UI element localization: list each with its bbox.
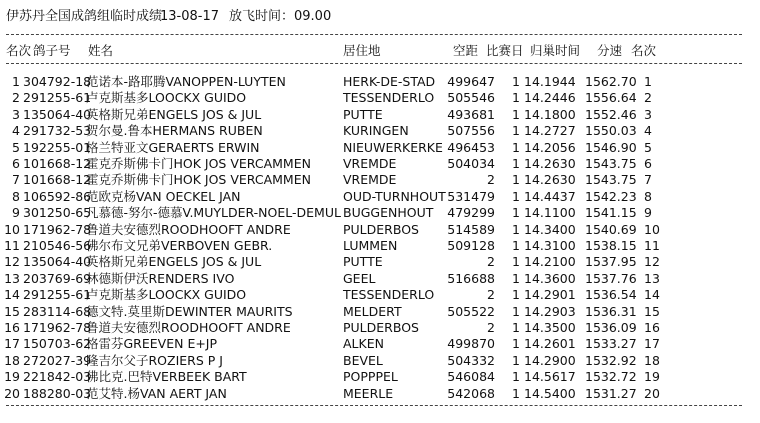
cell-city: ALKEN — [343, 336, 384, 352]
cell-rank2: 10 — [644, 221, 660, 237]
cell-time: 14.2056 — [524, 139, 576, 155]
cell-time: 14.2630 — [524, 172, 576, 188]
cell-time: 14.2727 — [524, 123, 576, 139]
cell-rank2: 13 — [644, 270, 660, 286]
cell-city: PULDERBOS — [343, 320, 419, 335]
cell-speed: 1542.23 — [585, 188, 637, 204]
cell-distance: 505522 — [447, 303, 495, 319]
cell-day: 1 — [512, 188, 520, 204]
cell-city: MEERLE — [343, 385, 394, 401]
cell-rank2: 7 — [644, 172, 652, 188]
header-rank2: 名次 — [631, 43, 657, 58]
cell-day: 1 — [512, 385, 520, 401]
cell-name: 范欧克杨VAN OECKEL JAN — [86, 188, 241, 204]
cell-day: 1 — [512, 336, 520, 352]
cell-time: 14.2601 — [524, 336, 576, 352]
cell-rank: 1 — [12, 74, 20, 89]
cell-rank2: 14 — [644, 287, 660, 303]
cell-rank2: 9 — [644, 205, 652, 221]
cell-name: 德文特.莫里斯DEWINTER MAURITS — [86, 303, 293, 319]
cell-rank: 5 — [12, 139, 20, 155]
cell-rank: 20 — [4, 385, 20, 401]
cell-day: 1 — [512, 156, 520, 171]
cell-name: 林德斯伊沃RENDERS IVO — [86, 270, 235, 286]
cell-ring: 291255-61 — [23, 287, 92, 303]
cell-time: 14.3400 — [524, 221, 576, 237]
cell-rank: 8 — [12, 188, 20, 204]
cell-ring: 101668-12 — [23, 172, 92, 188]
cell-speed: 1536.54 — [585, 287, 637, 303]
cell-name: 英格斯兄弟ENGELS JOS & JUL — [86, 254, 262, 270]
cell-distance: 542068 — [447, 385, 495, 401]
cell-ring: 101668-12 — [23, 156, 92, 171]
cell-city: MELDERT — [343, 303, 402, 319]
cell-day: 1 — [512, 106, 520, 122]
table-row — [0, 270, 760, 288]
cell-name: 格雷芬GREEVEN E+JP — [86, 336, 218, 352]
cell-time: 14.3100 — [524, 238, 576, 253]
table-row — [0, 122, 760, 140]
cell-distance: 505546 — [447, 90, 495, 106]
cell-rank2: 12 — [644, 254, 660, 270]
cell-ring: 291255-61 — [23, 90, 92, 106]
cell-city: POPPPEL — [343, 369, 398, 385]
cell-rank: 16 — [4, 320, 20, 335]
table-row — [0, 286, 760, 304]
table-row — [0, 155, 760, 173]
cell-distance: 509128 — [447, 238, 495, 253]
cell-name: 佛尔布文兄弟VERBOVEN GEBR. — [86, 238, 273, 253]
cell-rank: 3 — [12, 106, 20, 122]
cell-rank2: 20 — [644, 385, 660, 401]
cell-name: 凡慕德-努尔-德慕V.MUYLDER-NOEL-DEMUL — [86, 205, 341, 221]
table-row — [0, 139, 760, 157]
header-distance: 空距 — [453, 43, 479, 58]
table-row — [0, 335, 760, 353]
cell-time: 14.3600 — [524, 270, 576, 286]
cell-distance: 514589 — [447, 221, 495, 237]
cell-rank: 11 — [4, 238, 20, 253]
cell-rank: 4 — [12, 123, 20, 139]
cell-city: HERK-DE-STAD — [343, 74, 436, 89]
cell-rank: 7 — [12, 172, 20, 188]
cell-distance: 531479 — [447, 188, 495, 204]
cell-name: 格兰特亚文GERAERTS ERWIN — [86, 139, 260, 155]
cell-name: 鲁道夫安德烈ROODHOOFT ANDRE — [86, 320, 291, 335]
cell-time: 14.2100 — [524, 254, 576, 270]
cell-ring: 304792-18 — [23, 74, 92, 89]
table-row — [0, 303, 760, 321]
cell-ring: 106592-86 — [23, 188, 92, 204]
cell-city: BEVEL — [343, 352, 383, 368]
cell-distance: 2 — [487, 320, 495, 335]
cell-day: 1 — [512, 238, 520, 253]
cell-day: 1 — [512, 352, 520, 368]
cell-speed: 1536.31 — [585, 303, 637, 319]
cell-ring: 291732-53 — [23, 123, 92, 139]
cell-speed: 1552.46 — [585, 106, 637, 122]
cell-distance: 2 — [487, 172, 495, 188]
cell-name: 卢克斯基多LOOCKX GUIDO — [86, 287, 247, 303]
cell-day: 1 — [512, 90, 520, 106]
cell-rank2: 8 — [644, 188, 652, 204]
cell-time: 14.2900 — [524, 352, 576, 368]
cell-city: OUD-TURNHOUT — [343, 188, 446, 204]
table-header — [0, 42, 760, 60]
cell-time: 14.4437 — [524, 188, 576, 204]
cell-name: 佛比克.巴特VERBEEK BART — [86, 369, 247, 385]
cell-rank2: 19 — [644, 369, 660, 385]
cell-ring: 135064-40 — [23, 106, 92, 122]
cell-distance: 499647 — [447, 74, 495, 89]
header-entry: 比赛日 — [486, 43, 524, 58]
release-time: 放飞时间：09.00 — [229, 9, 332, 24]
cell-name: 鲁道夫安德烈ROODHOOFT ANDRE — [86, 221, 291, 237]
cell-rank: 13 — [4, 270, 20, 286]
cell-rank: 2 — [12, 90, 20, 106]
cell-day: 1 — [512, 270, 520, 286]
cell-ring: 272027-39 — [23, 352, 92, 368]
header-arrival: 归巢时间 — [530, 43, 581, 58]
cell-speed: 1537.76 — [585, 270, 637, 286]
cell-time: 14.2903 — [524, 303, 576, 319]
cell-speed: 1541.15 — [585, 205, 637, 221]
cell-day: 1 — [512, 254, 520, 270]
header-rank: 名次 — [6, 43, 32, 58]
cell-time: 14.1800 — [524, 106, 576, 122]
cell-rank: 15 — [4, 303, 20, 319]
cell-ring: 171962-78 — [23, 320, 92, 335]
table-row — [0, 204, 760, 222]
cell-distance: 546084 — [447, 369, 495, 385]
cell-speed: 1536.09 — [585, 320, 637, 335]
divider-bottom — [6, 405, 742, 406]
cell-city: BUGGENHOUT — [343, 205, 434, 221]
cell-rank: 9 — [12, 205, 20, 221]
cell-time: 14.3500 — [524, 320, 576, 335]
cell-ring: 301250-65 — [23, 205, 92, 221]
cell-rank2: 1 — [644, 74, 652, 89]
cell-time: 14.1944 — [524, 74, 576, 89]
cell-rank2: 18 — [644, 352, 660, 368]
cell-day: 1 — [512, 287, 520, 303]
cell-day: 1 — [512, 123, 520, 139]
cell-rank: 19 — [4, 369, 20, 385]
cell-rank: 10 — [4, 221, 20, 237]
cell-city: KURINGEN — [343, 123, 409, 139]
cell-speed: 1533.27 — [585, 336, 637, 352]
cell-rank2: 17 — [644, 336, 660, 352]
cell-ring: 188280-03 — [23, 385, 92, 401]
table-row — [0, 253, 760, 271]
divider-top — [6, 34, 742, 35]
cell-day: 1 — [512, 74, 520, 89]
cell-name: 霍克乔斯佛卡门HOK JOS VERCAMMEN — [86, 156, 311, 171]
cell-rank2: 2 — [644, 90, 652, 106]
cell-rank: 14 — [4, 287, 20, 303]
cell-speed: 1562.70 — [585, 74, 637, 89]
cell-city: PUTTE — [343, 254, 383, 270]
cell-ring: 283114-68 — [23, 303, 92, 319]
cell-distance: 504332 — [447, 352, 495, 368]
table-row — [0, 368, 760, 386]
cell-speed: 1532.72 — [585, 369, 637, 385]
table-row — [0, 73, 760, 91]
table-row — [0, 171, 760, 189]
cell-speed: 1556.64 — [585, 90, 637, 106]
cell-speed: 1537.95 — [585, 254, 637, 270]
cell-speed: 1531.27 — [585, 385, 637, 401]
cell-city: TESSENDERLO — [343, 90, 435, 106]
table-row — [0, 221, 760, 239]
cell-distance: 2 — [487, 254, 495, 270]
cell-ring: 203769-69 — [23, 270, 92, 286]
cell-distance: 507556 — [447, 123, 495, 139]
cell-distance: 496453 — [447, 139, 495, 155]
cell-ring: 171962-78 — [23, 221, 92, 237]
cell-name: 英格斯兄弟ENGELS JOS & JUL — [86, 106, 262, 122]
cell-distance: 2 — [487, 287, 495, 303]
cell-distance: 479299 — [447, 205, 495, 221]
table-row — [0, 89, 760, 107]
cell-speed: 1538.15 — [585, 238, 637, 253]
divider-header — [6, 63, 742, 64]
cell-rank2: 6 — [644, 156, 652, 171]
cell-name: 卢克斯基多LOOCKX GUIDO — [86, 90, 247, 106]
cell-speed: 1532.92 — [585, 352, 637, 368]
cell-day: 1 — [512, 320, 520, 335]
cell-rank2: 11 — [644, 238, 660, 253]
cell-ring: 135064-40 — [23, 254, 92, 270]
cell-time: 14.2630 — [524, 156, 576, 171]
cell-day: 1 — [512, 205, 520, 221]
cell-ring: 221842-03 — [23, 369, 92, 385]
cell-rank: 12 — [4, 254, 20, 270]
cell-ring: 150703-62 — [23, 336, 92, 352]
cell-rank2: 15 — [644, 303, 660, 319]
cell-time: 14.2901 — [524, 287, 576, 303]
cell-city: PUTTE — [343, 106, 383, 122]
cell-name: 范诺本-路耶腾VANOPPEN-LUYTEN — [86, 74, 286, 89]
cell-distance: 516688 — [447, 270, 495, 286]
cell-city: VREMDE — [343, 172, 397, 188]
cell-ring: 192255-01 — [23, 139, 92, 155]
table-row — [0, 188, 760, 206]
cell-rank2: 16 — [644, 320, 660, 335]
cell-city: PULDERBOS — [343, 221, 419, 237]
cell-rank2: 3 — [644, 106, 652, 122]
table-row — [0, 237, 760, 255]
cell-distance: 493681 — [447, 106, 495, 122]
cell-city: LUMMEN — [343, 238, 398, 253]
cell-speed: 1540.69 — [585, 221, 637, 237]
results-title-line — [0, 8, 760, 26]
cell-time: 14.1100 — [524, 205, 576, 221]
cell-name: 贺尔曼.鲁本HERMANS RUBEN — [86, 123, 263, 139]
table-row — [0, 319, 760, 337]
cell-distance: 504034 — [447, 156, 495, 171]
cell-distance: 499870 — [447, 336, 495, 352]
table-row — [0, 385, 760, 403]
header-speed: 分速 — [597, 43, 623, 58]
cell-city: TESSENDERLO — [343, 287, 435, 303]
cell-speed: 1546.90 — [585, 139, 637, 155]
table-row — [0, 352, 760, 370]
cell-speed: 1550.03 — [585, 123, 637, 139]
header-name: 姓名 — [88, 43, 114, 58]
cell-rank2: 5 — [644, 139, 652, 155]
cell-name: 霍克乔斯佛卡门HOK JOS VERCAMMEN — [86, 172, 311, 188]
cell-city: GEEL — [343, 270, 376, 286]
cell-rank2: 4 — [644, 123, 652, 139]
cell-time: 14.5400 — [524, 385, 576, 401]
cell-day: 1 — [512, 139, 520, 155]
cell-day: 1 — [512, 369, 520, 385]
cell-name: 隆吉尔父子ROZIERS P J — [86, 352, 223, 368]
cell-day: 1 — [512, 221, 520, 237]
header-city: 居住地 — [343, 43, 381, 58]
cell-ring: 210546-56 — [23, 238, 92, 253]
cell-day: 1 — [512, 172, 520, 188]
cell-city: VREMDE — [343, 156, 397, 171]
cell-speed: 1543.75 — [585, 156, 637, 171]
cell-day: 1 — [512, 303, 520, 319]
cell-rank: 6 — [12, 156, 20, 171]
cell-rank: 18 — [4, 352, 20, 368]
cell-time: 14.5617 — [524, 369, 576, 385]
race-title: 伊苏丹全国成鸽组临时成绩 — [6, 9, 163, 24]
race-date: 13-08-17 — [160, 9, 220, 24]
cell-speed: 1543.75 — [585, 172, 637, 188]
cell-city: NIEUWERKERKE — [343, 139, 443, 155]
cell-time: 14.2446 — [524, 90, 576, 106]
table-row — [0, 106, 760, 124]
cell-name: 范艾特.杨VAN AERT JAN — [86, 385, 227, 401]
header-ring: 鸽子号 — [33, 43, 71, 58]
cell-rank: 17 — [4, 336, 20, 352]
